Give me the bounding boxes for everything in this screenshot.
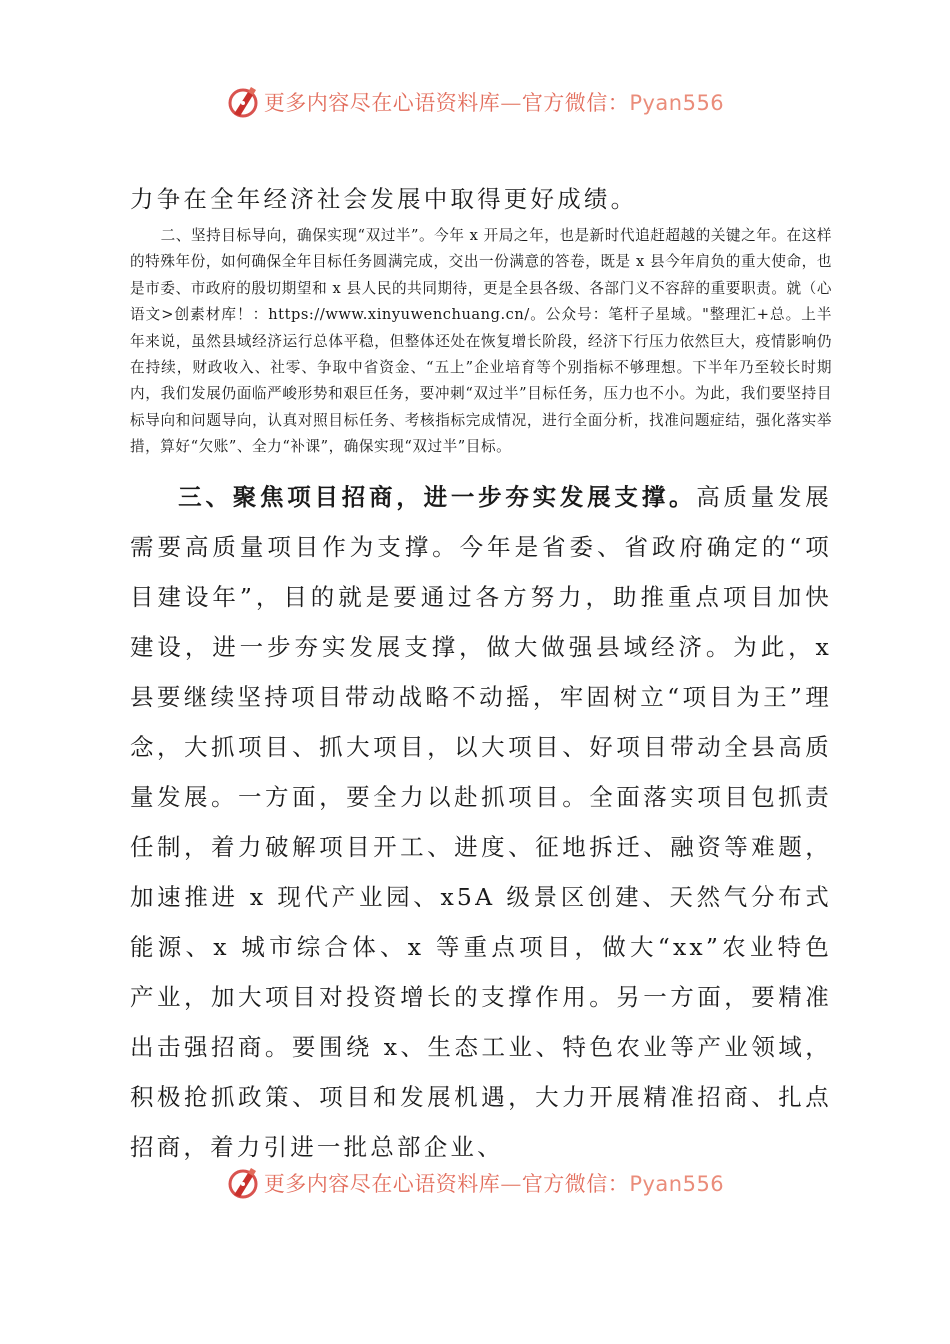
- banner-wechat-id: Pyan556: [629, 1172, 725, 1196]
- section-three-body: 高质量发展需要高质量项目作为支撑。今年是省委、省政府确定的“项目建设年”，目的就是要通过各方努力，助推重点项目加快建设，进一步夯实发展支撑，做大做强县域经济。为此，x 县要继续坚持项目带动战略不动摇，牢固树立“项目为王”理念，大抓项目、抓大项目，以大项目、好项目带动全县高质量发展。一方面，要全力以赴抓项目。全面落实项目包抓责任制，着力破解项目开工、进度、征地拆迁、融资等难题，加速推进 x 现代产业园、x5A 级景区创建、天然气分布式能源、x 城市综合体、x 等重点项目，做大“xx”农业特色产业，加大项目对投资增长的支撑作用。另一方面，要精准出击强招商。要围绕 x、生态工业、特色农业等产业领域，积极抢抓政策、项目和发展机遇，大力开展精准招商、扎点招商，着力引进一批总部企业、: [130, 483, 832, 1161]
- banner-text: [264, 87, 724, 117]
- paragraph-section-three: [130, 472, 832, 1172]
- footer-banner: [0, 1163, 950, 1203]
- banner-official: 官方微信：: [521, 91, 630, 115]
- paragraph-continuation: 力争在全年经济社会发展中取得更好成绩。: [130, 185, 638, 213]
- header-banner: [0, 82, 950, 122]
- pen-logo-icon: [226, 84, 262, 120]
- banner-separator: —: [500, 91, 522, 115]
- banner-separator: —: [500, 1172, 522, 1196]
- pen-logo-icon: [226, 1165, 262, 1201]
- paragraph-section-two: [130, 223, 832, 461]
- banner-brand: 更多内容尽在心语资料库: [263, 1172, 501, 1196]
- section-three-text: [130, 472, 832, 1172]
- banner-official: 官方微信：: [521, 1172, 630, 1196]
- section-three-heading: 三、聚焦项目招商，进一步夯实发展支撑。: [178, 483, 697, 511]
- section-two-text: 二、坚持目标导向，确保实现“双过半”。今年 x 开局之年，也是新时代追赶超越的关键之年。在这样的特殊年份，如何确保全年目标任务圆满完成，交出一份满意的答卷，既是 x 县今年肩负的重大使命，也是市委、市政府的殷切期望和 x 县人民的共同期待，更是全县各级、各部门义不容辞的重要职责。就（心语文>创素材库！：https://www.xinyuwenchuang.cn/。公众号：笔杆子星域。"整理汇+总。上半年来说，虽然县域经济运行总体平稳，但整体还处在恢复增长阶段，经济下行压力依然巨大，疫情影响仍在持续，财政收入、社零、争取中省资金、“五上”企业培育等个别指标不够理想。下半年乃至较长时期内，我们发展仍面临严峻形势和艰巨任务，要冲刺“双过半”目标任务，压力也不小。为此，我们要坚持目标导向和问题导向，认真对照目标任务、考核指标完成情况，进行全面分析，找准问题症结，强化落实举措，算好“欠账”、全力“补课”，确保实现“双过半”目标。: [130, 227, 832, 456]
- banner-wechat-id: Pyan556: [629, 91, 725, 115]
- banner-brand: 更多内容尽在心语资料库: [263, 91, 501, 115]
- banner-text: [264, 1168, 724, 1198]
